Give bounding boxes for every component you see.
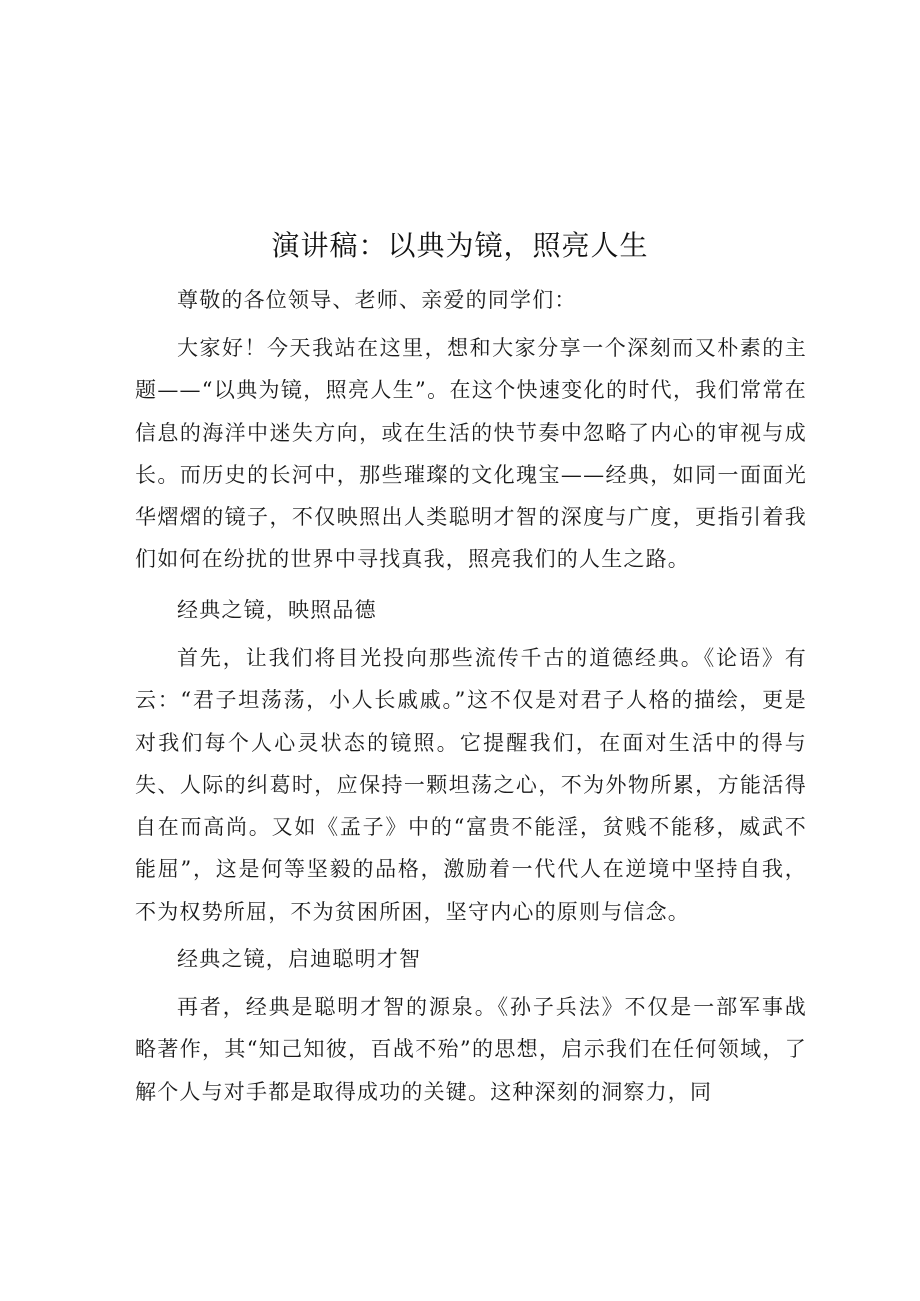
greeting-paragraph: 尊敬的各位领导、老师、亲爱的同学们： [177,288,577,312]
moral-paragraph: 首先，让我们将目光投向那些流传千古的道德经典。《论语》有云：“君子坦荡荡，小人长戚戚。”这不仅是对君子人格的描绘，更是对我们每个人心灵状态的镜照。它提醒我们，在面对生活中的得与失、人际的纠葛时，应保持一颗坦荡之心，不为外物所累，方能活得自在而高尚。又如《孟子》中的“富贵不能淫，贫贱不能移，威武不能屈”，这是何等坚毅的品格，激励着一代代人在逆境中坚持自我，不为权势所屈，不为贫困所困，坚守内心的原则与信念。 [135,646,807,924]
document-title: 演讲稿：以典为镜，照亮人生 [271,229,649,262]
section-heading-moral: 经典之镜，映照品德 [177,598,377,622]
section-heading-wisdom: 经典之镜，启迪聪明才智 [177,947,422,971]
intro-paragraph: 大家好！今天我站在这里，想和大家分享一个深刻而又朴素的主题——“以典为镜，照亮人生”。在这个快速变化的时代，我们常常在信息的海洋中迷失方向，或在生活的快节奏中忽略了内心的审视与成长。而历史的长河中，那些璀璨的文化瑰宝——经典，如同一面面光华熠熠的镜子，不仅映照出人类聪明才智的深度与广度，更指引着我们如何在纷扰的世界中寻找真我，照亮我们的人生之路。 [135,336,807,572]
wisdom-paragraph: 再者，经典是聪明才智的源泉。《孙子兵法》不仅是一部军事战略著作，其“知己知彼，百战不殆”的思想，启示我们在任何领域，了解个人与对手都是取得成功的关键。这种深刻的洞察力，同 [135,995,807,1104]
